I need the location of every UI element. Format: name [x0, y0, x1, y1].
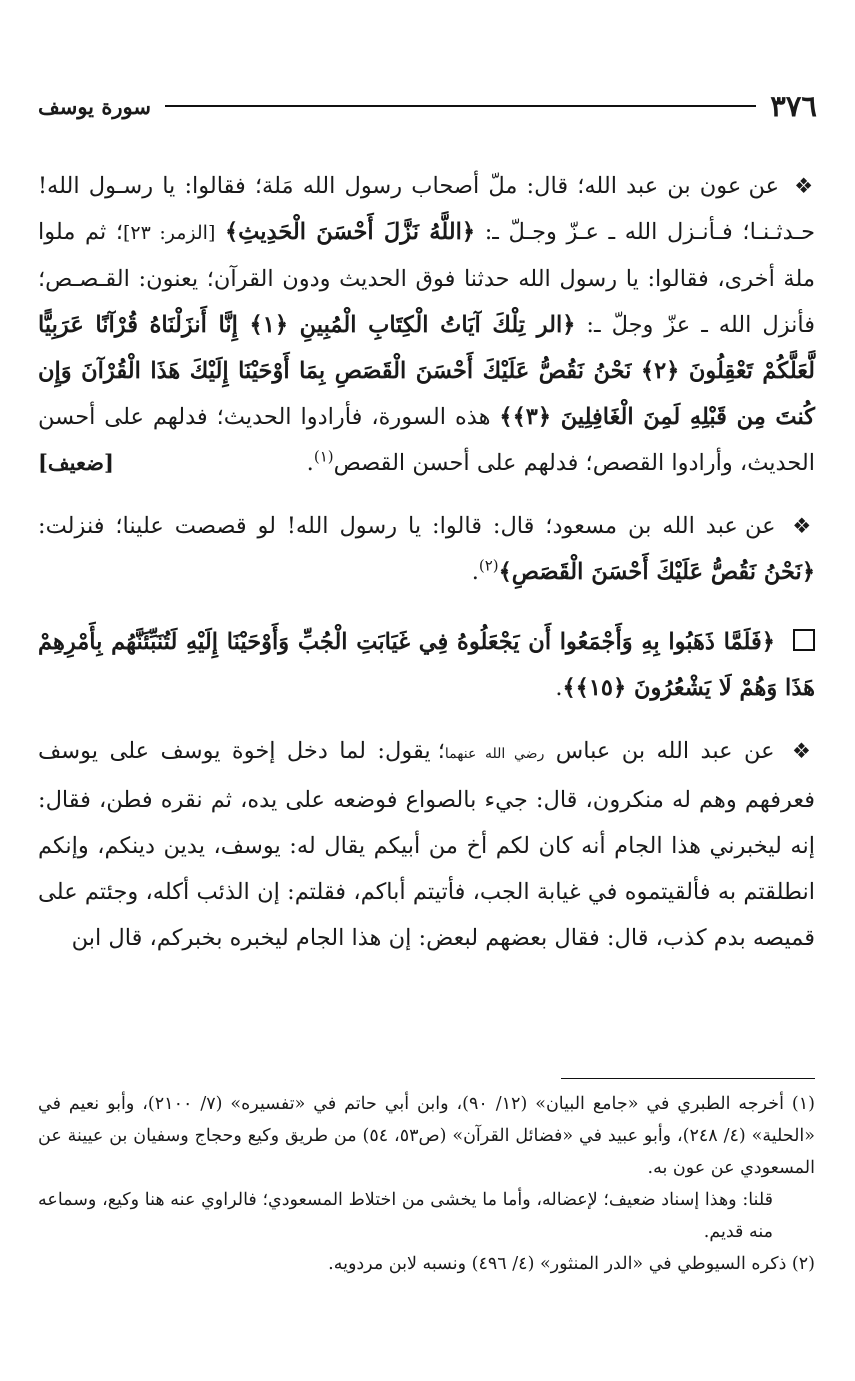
page-number: ٣٧٦	[770, 89, 817, 123]
header-rule	[165, 105, 756, 107]
footnote-separator	[561, 1078, 815, 1079]
narration-2	[38, 503, 815, 595]
footnote-marker: (٢)	[478, 556, 499, 575]
narration-2-text: عن عبد الله بن مسعود؛ قال: قالوا: يا رسول الله! لو قصصت علينا؛ فنزلت:	[38, 513, 776, 539]
period: .	[471, 559, 479, 585]
footnote-1-note: قلنا: وهذا إسناد ضعيف؛ لإعضاله، وأما ما يخشى من اختلاط المسعودي؛ فالراوي عنه هنا وكيع، وسماعه منه قديم.	[38, 1190, 773, 1242]
page-header	[38, 86, 817, 126]
quran-quote: ﴿الر تِلْكَ آيَاتُ الْكِتَابِ الْمُبِينِ ﴿١﴾ إِنَّا أَنزَلْنَاهُ قُرْآنًا عَرَبِيًّا لَّعَلَّكُمْ تَعْقِلُونَ ﴿٢﴾ نَحْنُ نَقُصُّ عَلَيْكَ أَحْسَنَ الْقَصَصِ بِمَا أَوْحَيْنَا إِلَيْكَ هَذَا الْقُرْآنَ وَإِن كُنتَ مِن قَبْلِهِ لَمِنَ الْغَافِلِينَ ﴿٣﴾﴾	[38, 312, 815, 430]
verse-block	[38, 619, 815, 711]
narration-1-text-b: ؛ ثم ملوا ملة أخرى، فقالوا: يا رسول الله حدثنا فوق الحديث ودون القرآن؛ يعنون: القـصـص؛ فأنزل الله ـ عزّ وجلّ ـ:	[38, 219, 816, 338]
main-text	[38, 163, 815, 978]
quran-quote: ﴿اللَّهُ نَزَّلَ أَحْسَنَ الْحَدِيثِ﴾	[225, 219, 476, 245]
footnote-marker: (١)	[313, 447, 334, 466]
footnotes	[38, 1088, 815, 1280]
narration-1	[38, 163, 815, 486]
quran-quote: ﴿نَحْنُ نَقُصُّ عَلَيْكَ أَحْسَنَ الْقَصَصِ﴾	[498, 559, 815, 585]
footnote-2: (٢) ذكره السيوطي في «الدر المنثور» (٤/ ٤٩٦) ونسبه لابن مردويه.	[328, 1254, 815, 1274]
period: .	[306, 450, 314, 476]
narration-3	[38, 728, 815, 961]
footnote-1: (١) أخرجه الطبري في «جامع البيان» (١٢/ ٩٠)، وابن أبي حاتم في «تفسيره» (٧/ ٢١٠٠)، وأبو نعيم في «الحلية» (٤/ ٢٤٨)، وأبو عبيد في «فضائل القرآن» (ص٥٣، ٥٤) من طريق وكيع وحجاج وسفيان بن عيينة عن المسعودي عن عون به.	[38, 1094, 815, 1178]
grade-label: [ضعيف]	[38, 450, 114, 475]
verse-reference: [الزمر: ٢٣]	[123, 222, 216, 244]
narration-1-text-a: عن عون بن عبد الله؛ قال: ملّ أصحاب رسول الله مَلة؛ فقالوا: يا رسـول الله! حـدثـنـا؛ فـأنـزل الله ـ عـزّ وجـلّ ـ:	[38, 173, 815, 245]
honorific-glyph: رضي الله عنهما	[444, 746, 545, 762]
verse-text: ﴿فَلَمَّا ذَهَبُوا بِهِ وَأَجْمَعُوا أَن يَجْعَلُوهُ فِي غَيَابَتِ الْجُبِّ وَأَوْحَيْنَا إِلَيْهِ لَتُنَبِّئَنَّهُم بِأَمْرِهِمْ هَذَا وَهُمْ لَا يَشْعُرُونَ ﴿١٥﴾﴾	[38, 629, 815, 701]
narration-3-text-b: ؛ يقول: لما دخل إخوة يوسف على يوسف فعرفهم وهم له منكرون، قال: جيء بالصواع فوضعه على يده، ثم نقره فطن، فقال: إنه ليخبرني هذا الجام أنه كان لكم أخ من أبيكم يقال له: يوسف، يدين دينكم، وإنكم انطلقتم به فألقيتموه في غيابة الجب، فأتيتم أباكم، فقلتم: إن الذئب أكله، وجئتم على قميصه بدم كذب، قال: فقال بعضهم لبعض: إن هذا الجام ليخبره بخبركم، قال ابن	[38, 738, 815, 951]
narration-3-text-a: عن عبد الله بن عباس	[555, 738, 775, 764]
bullet-icon: ❖	[794, 174, 816, 198]
surah-title: سورة يوسف	[38, 93, 151, 119]
square-box-icon	[793, 629, 815, 651]
bullet-icon: ❖	[791, 739, 816, 763]
narration-1-text-c: هذه السورة، فأرادوا الحديث؛ فدلهم على أحسن الحديث، وأرادوا القصص؛ فدلهم على أحسن القصص	[38, 404, 815, 476]
bullet-icon: ❖	[792, 514, 815, 538]
period: .	[555, 675, 563, 701]
